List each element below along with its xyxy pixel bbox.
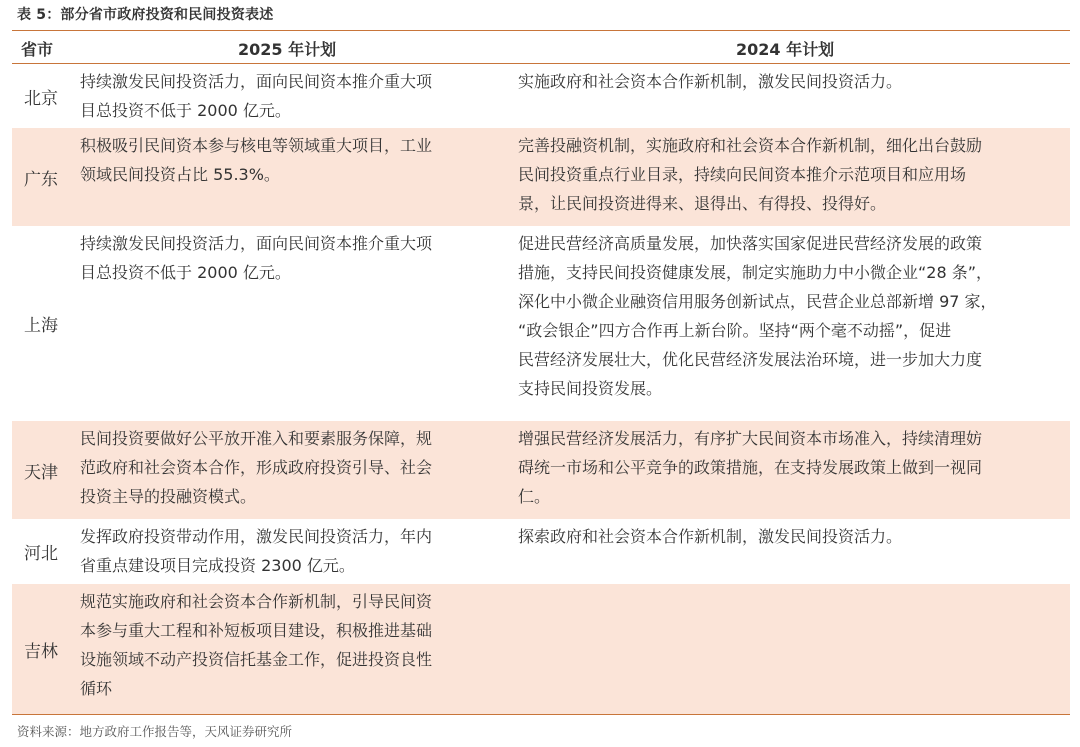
table-top-rule [12, 30, 1070, 31]
plan-2025-cell: 发挥政府投资带动作用，激发民间投资活力，年内 省重点建设项目完成投资 2300 亿元。 [80, 527, 433, 575]
table-body [12, 64, 1070, 714]
plan-2024-cell: 促进民营经济高质量发展，加快落实国家促进民营经济发展的政策 措施，支持民间投资健康发展，制定实施助力中小微企业“28 条”， 深化中小微企业融资信用服务创新试点，民营企业总部新增 97 家， “政会银企”四方合作再上新台阶。坚持“两个毫不动摇”，促进 民营经济发展壮大，优化民营经济发展法治环境，进一步加大力度 支持民间投资发展。 [518, 234, 997, 398]
province-cell: 广东 [24, 169, 58, 190]
province-cell: 河北 [24, 543, 58, 564]
header-province: 省市 [21, 40, 54, 59]
table-row [12, 128, 1070, 226]
table-row [12, 421, 1070, 519]
header-plan-2024: 2024 年计划 [736, 40, 835, 59]
table-row [12, 519, 1070, 583]
plan-2024-cell: 增强民营经济发展活力，有序扩大民间资本市场准入，持续清理妨 碍统一市场和公平竞争的政策措施，在支持发展政策上做到一视同 仁。 [518, 429, 983, 506]
province-cell: 上海 [24, 316, 58, 336]
table-row [12, 64, 1070, 128]
table-bottom-rule [12, 714, 1070, 715]
table-caption: 表 5：部分省市政府投资和民间投资表述 [17, 7, 274, 23]
source-note: 资料来源：地方政府工作报告等，天风证券研究所 [17, 724, 293, 739]
table-row [12, 583, 1070, 714]
header-plan-2025: 2025 年计划 [238, 40, 337, 59]
plan-2025-cell: 民间投资要做好公平放开准入和要素服务保障，规 范政府和社会资本合作，形成政府投资引导、社会 投资主导的投融资模式。 [80, 429, 433, 506]
plan-2025-cell: 规范实施政府和社会资本合作新机制，引导民间资 本参与重大工程和补短板项目建设，积极推进基础 设施领域不动产投资信托基金工作，促进投资良性 循环 [80, 592, 433, 698]
province-cell: 吉林 [24, 641, 58, 662]
plan-2025-cell: 持续激发民间投资活力，面向民间资本推介重大项 目总投资不低于 2000 亿元。 [80, 234, 433, 282]
province-cell: 北京 [24, 88, 58, 109]
plan-2024-cell: 实施政府和社会资本合作新机制，激发民间投资活力。 [518, 72, 903, 91]
province-cell: 天津 [24, 462, 58, 483]
plan-2024-cell: 探索政府和社会资本合作新机制，激发民间投资活力。 [518, 527, 903, 546]
table-header [12, 32, 1070, 63]
plan-2025-cell: 积极吸引民间资本参与核电等领域重大项目，工业 领域民间投资占比 55.3%。 [80, 136, 433, 184]
plan-2024-cell: 完善投融资机制，实施政府和社会资本合作新机制，细化出台鼓励 民间投资重点行业目录，持续向民间资本推介示范项目和应用场 景，让民间投资进得来、退得出、有得投、投得好。 [518, 136, 983, 213]
table-row [12, 226, 1070, 421]
plan-2025-cell: 持续激发民间投资活力，面向民间资本推介重大项 目总投资不低于 2000 亿元。 [80, 72, 433, 120]
